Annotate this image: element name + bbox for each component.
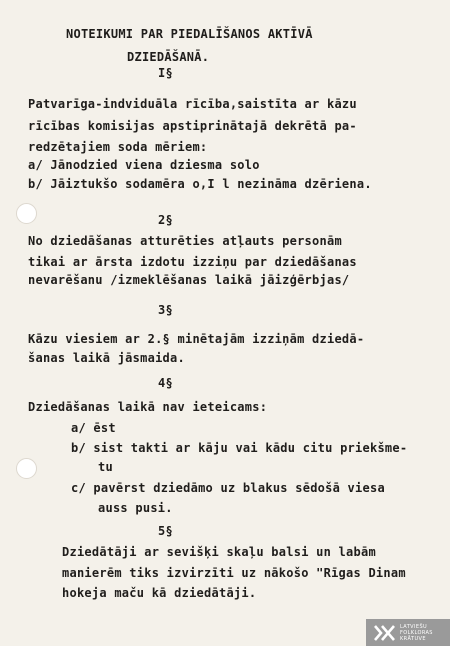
section-line: b/ Jāiztukšo sodamēra o,I l nezināma dzēriena. (28, 177, 372, 191)
section-line: Dziedātāji ar sevišķi skaļu balsi un labām (62, 545, 376, 559)
archive-logo-line: LATVIEŠU (400, 623, 428, 630)
section-line: No dziedāšanas atturēties atļauts personām (28, 234, 342, 248)
section-line: manierēm tiks izvirzīti uz nākošo "Rīgas Dinam (62, 566, 406, 580)
document-title: NOTEIKUMI PAR PIEDALĪŠANOS AKTĪVĀ (66, 27, 313, 41)
section-line: Patvarīga-indviduāla rīcība,saistīta ar kāzu (28, 97, 357, 111)
section-number: 3§ (158, 303, 173, 317)
punch-hole (16, 458, 37, 479)
section-line: redzētajiem soda mēriem: (28, 140, 208, 154)
section-line: a/ ēst (71, 421, 116, 435)
punch-hole (16, 203, 37, 224)
section-line: hokeja maču kā dziedātāji. (62, 586, 257, 600)
archive-logo-text (400, 624, 433, 642)
section-line: nevarēšanu /izmeklēšanas laikā jāizģērbjas/ (28, 273, 350, 287)
section-line: auss pusi. (98, 501, 173, 515)
section-line: tikai ar ārsta izdotu izziņu par dziedāšanas (28, 255, 357, 269)
section-line: c/ pavērst dziedāmo uz blakus sēdošā viesa (71, 481, 385, 495)
section-line: rīcības komisijas apstiprinātajā dekrētā pa- (28, 119, 357, 133)
section-number: 4§ (158, 376, 173, 390)
archive-logo-line: KRĀTUVE (400, 635, 426, 642)
section-line: tu (98, 460, 113, 474)
section-line: Dziedāšanas laikā nav ieteicams: (28, 400, 268, 414)
section-number: I§ (158, 66, 173, 80)
section-line: b/ sist takti ar kāju vai kādu citu priekšme- (71, 441, 408, 455)
section-line: Kāzu viesiem ar 2.§ minētajām izziņām dziedā- (28, 332, 365, 346)
archive-logo (366, 619, 450, 646)
section-number: 2§ (158, 213, 173, 227)
section-number: 5§ (158, 524, 173, 538)
section-line: šanas laikā jāsmaida. (28, 351, 185, 365)
archive-logo-line: FOLKLORAS (400, 629, 433, 636)
document-title-continued: DZIEDĀŠANĀ. (127, 50, 210, 64)
section-line: a/ Jānodzied viena dziesma solo (28, 158, 260, 172)
archive-logo-icon (370, 623, 396, 643)
